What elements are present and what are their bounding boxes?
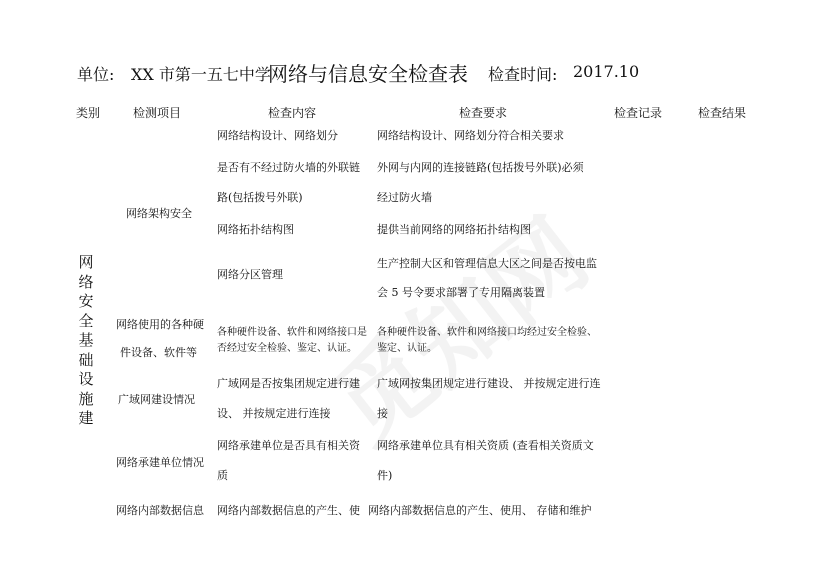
col-category: 类别	[76, 106, 101, 120]
col-result: 检查结果	[698, 106, 747, 120]
r5-content-line1: 各种硬件设备、软件和网络接口是	[217, 327, 367, 338]
r1-content: 网络结构设计、网络划分	[217, 129, 338, 142]
r8-requirement: 网络内部数据信息的产生、使用、 存储和维护	[368, 504, 592, 517]
r3-requirement: 提供当前网络的网络拓扑结构图	[377, 223, 531, 236]
r4-requirement-line2: 会 5 号令要求部署了专用隔离装置	[377, 286, 545, 299]
check-date: 2017.10	[573, 62, 640, 81]
r5-item-line1: 网络使用的各种硬	[116, 318, 204, 331]
r1-requirement: 网络结构设计、网络划分符合相关要求	[377, 129, 564, 142]
r2-requirement-line2: 经过防火墙	[377, 191, 432, 204]
r3-content: 网络拓扑结构图	[217, 223, 294, 236]
r7-item: 网络承建单位情况	[116, 456, 204, 469]
r2-requirement-line1: 外网与内网的连接链路(包括拨号外联)必须	[377, 161, 584, 174]
r6-content-line1: 广域网是否按集团规定进行建	[217, 377, 360, 390]
category-vertical: 网络安全基础设施建	[78, 253, 94, 427]
r2-content-line1: 是否有不经过防火墙的外联链	[217, 161, 360, 174]
r5-requirement-line2: 鉴定、认证。	[377, 343, 437, 354]
r5-requirement-line1: 各种硬件设备、软件和网络接口均经过安全检验、	[377, 327, 597, 338]
r7-requirement-line1: 网络承建单位具有相关资质 (查看相关资质文	[377, 439, 594, 452]
r4-content: 网络分区管理	[217, 268, 283, 281]
r7-content-line2: 质	[217, 469, 228, 482]
r4-requirement-line1: 生产控制大区和管理信息大区之间是否按电监	[377, 257, 597, 270]
r2-content-line2: 路(包括拨号外联)	[217, 191, 303, 204]
col-record: 检查记录	[614, 106, 663, 120]
unit-label: 单位:	[77, 65, 115, 84]
r6-requirement-line2: 接	[377, 407, 388, 420]
r6-item: 广域网建设情况	[118, 393, 195, 406]
r8-item: 网络内部数据信息	[116, 504, 204, 517]
col-requirement: 检查要求	[459, 106, 508, 120]
r5-item-line2: 件设备、软件等	[120, 346, 197, 359]
r6-content-line2: 设、 并按规定进行连接	[217, 407, 331, 420]
col-content: 检查内容	[268, 106, 317, 120]
r7-content-line1: 网络承建单位是否具有相关资	[217, 439, 360, 452]
r3-item: 网络架构安全	[126, 207, 192, 220]
col-item: 检测项目	[133, 106, 182, 120]
page-title: 网络与信息安全检查表	[268, 62, 468, 86]
r8-content: 网络内部数据信息的产生、使	[217, 504, 360, 517]
check-time-label: 检查时间:	[488, 65, 558, 84]
r7-requirement-line2: 件)	[377, 469, 393, 482]
r5-content-line2: 否经过安全检验、鉴定、认证。	[217, 343, 357, 354]
school-name: XX 市第一五七中学	[131, 65, 271, 84]
r6-requirement-line1: 广域网按集团规定进行建设、 并按规定进行连	[377, 377, 601, 390]
